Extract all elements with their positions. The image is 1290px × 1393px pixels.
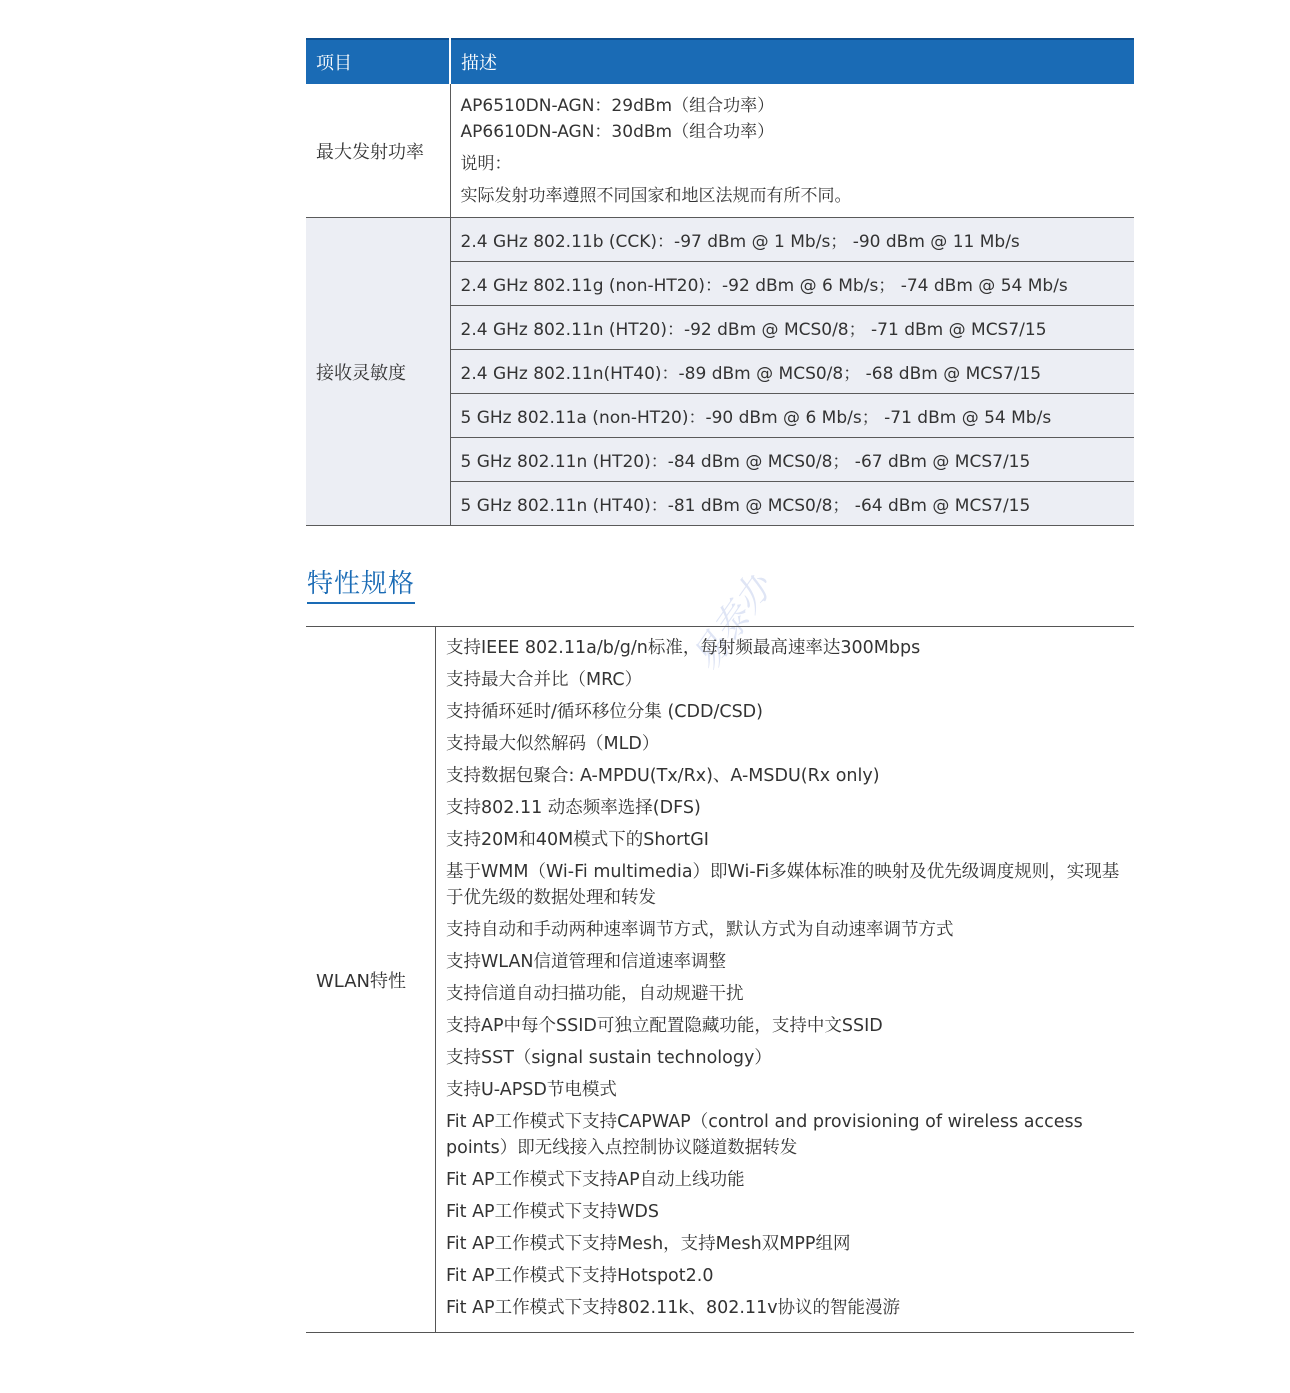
feature-table bbox=[306, 626, 1134, 1333]
list-item: Fit AP工作模式下支持WDS bbox=[446, 1202, 659, 1222]
header-item: 项目 bbox=[306, 39, 450, 84]
list-item: Fit AP工作模式下支持802.11k、802.11v协议的智能漫游 bbox=[446, 1298, 901, 1318]
list-item: 支持IEEE 802.11a/b/g/n标准，每射频最高速率达300Mbps bbox=[446, 638, 921, 658]
list-item: 支持数据包聚合: A-MPDU(Tx/Rx)、A-MSDU(Rx only) bbox=[446, 766, 880, 786]
table-row-rx-sensitivity bbox=[306, 218, 1134, 262]
max-power-description bbox=[450, 84, 1134, 218]
list-item: Fit AP工作模式下支持Hotspot2.0 bbox=[446, 1266, 714, 1286]
rx-sensitivity-row: 5 GHz 802.11a (non-HT20)：-90 dBm @ 6 Mb/s； -71 dBm @ 54 Mb/s bbox=[450, 394, 1134, 438]
max-power-line-1: AP6510DN-AGN：29dBm（组合功率） bbox=[460, 95, 775, 116]
list-item: 基于WMM（Wi-Fi multimedia）即Wi-Fi多媒体标准的映射及优先级调度规则，实现基于优先级的数据处理和转发 bbox=[446, 862, 1120, 908]
list-item: 支持最大似然解码（MLD） bbox=[446, 734, 660, 754]
list-item: Fit AP工作模式下支持Mesh，支持Mesh双MPP组网 bbox=[446, 1234, 851, 1254]
max-power-note-label: 说明： bbox=[460, 153, 512, 174]
section-title-features: 特性规格 bbox=[307, 566, 415, 604]
list-item: Fit AP工作模式下支持AP自动上线功能 bbox=[446, 1170, 745, 1190]
list-item: 支持循环延时/循环移位分集 (CDD/CSD) bbox=[446, 702, 763, 722]
header-description: 描述 bbox=[450, 39, 1134, 84]
table-header-row bbox=[306, 39, 1134, 84]
max-power-label: 最大发射功率 bbox=[306, 84, 450, 218]
list-item: Fit AP工作模式下支持CAPWAP（control and provisioning of wireless access points）即无线接入点控制协议隧道数据转发 bbox=[446, 1112, 1083, 1158]
list-item: 支持WLAN信道管理和信道速率调整 bbox=[446, 952, 727, 972]
list-item: 支持20M和40M模式下的ShortGI bbox=[446, 830, 709, 850]
rx-sensitivity-row: 2.4 GHz 802.11n(HT40)：-89 dBm @ MCS0/8； -68 dBm @ MCS7/15 bbox=[450, 350, 1134, 394]
max-power-line-2: AP6610DN-AGN：30dBm（组合功率） bbox=[460, 121, 775, 142]
rx-sensitivity-row: 2.4 GHz 802.11n (HT20)：-92 dBm @ MCS0/8； -71 dBm @ MCS7/15 bbox=[450, 306, 1134, 350]
wlan-feature-list bbox=[446, 635, 1126, 1327]
list-item: 支持AP中每个SSID可独立配置隐藏功能，支持中文SSID bbox=[446, 1016, 883, 1036]
watermark: 易泰办 bbox=[684, 567, 781, 680]
list-item: 支持U-APSD节电模式 bbox=[446, 1080, 617, 1100]
max-power-note-text: 实际发射功率遵照不同国家和地区法规而有所不同。 bbox=[460, 185, 852, 206]
rx-sensitivity-label: 接收灵敏度 bbox=[306, 218, 450, 526]
list-item: 支持自动和手动两种速率调节方式，默认方式为自动速率调节方式 bbox=[446, 920, 954, 940]
table-row-max-power bbox=[306, 84, 1134, 218]
list-item: 支持802.11 动态频率选择(DFS) bbox=[446, 798, 701, 818]
list-item: 支持SST（signal sustain technology） bbox=[446, 1048, 772, 1068]
wlan-features-label: WLAN特性 bbox=[306, 627, 436, 1332]
rx-sensitivity-row: 5 GHz 802.11n (HT20)：-84 dBm @ MCS0/8； -67 dBm @ MCS7/15 bbox=[450, 438, 1134, 482]
rx-sensitivity-row: 2.4 GHz 802.11g (non-HT20)：-92 dBm @ 6 Mb/s； -74 dBm @ 54 Mb/s bbox=[450, 262, 1134, 306]
spec-table bbox=[306, 38, 1134, 526]
list-item: 支持最大合并比（MRC） bbox=[446, 670, 643, 690]
list-item: 支持信道自动扫描功能，自动规避干扰 bbox=[446, 984, 744, 1004]
rx-sensitivity-row: 2.4 GHz 802.11b (CCK)：-97 dBm @ 1 Mb/s； -90 dBm @ 11 Mb/s bbox=[450, 218, 1134, 262]
rx-sensitivity-row: 5 GHz 802.11n (HT40)：-81 dBm @ MCS0/8； -64 dBm @ MCS7/15 bbox=[450, 482, 1134, 526]
